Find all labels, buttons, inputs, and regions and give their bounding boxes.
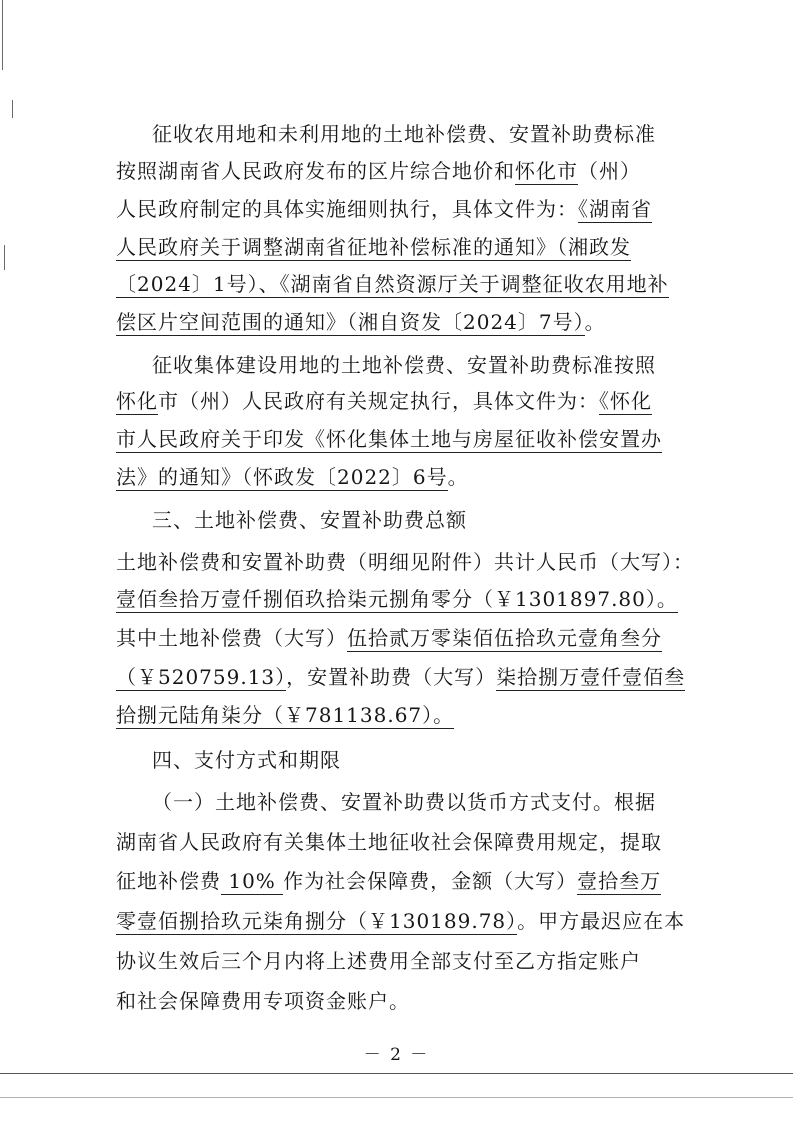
underlined-fill-in-text: 偿区片空间范围的通知》（湘自资发〔2024〕7号） <box>116 310 585 334</box>
underlined-fill-in-text: （￥520759.13） <box>116 665 287 689</box>
text-line <box>0 268 793 300</box>
text-line <box>0 385 793 417</box>
bottom-rule <box>0 1097 793 1098</box>
underlined-fill-in-text: 零壹佰捌拾玖元柒角捌分（￥130189.78） <box>116 909 518 933</box>
underlined-fill-in-text: 怀化市 <box>515 159 578 183</box>
text-line <box>0 155 793 187</box>
scan-left-edge-mark <box>2 0 3 70</box>
underlined-fill-in-text: 伍拾贰万零柒佰伍拾玖元壹角叁分 <box>347 626 662 650</box>
text-run: 征地补偿费 <box>116 869 221 893</box>
underlined-fill-in-text: 10% <box>221 869 284 893</box>
text-line <box>0 423 793 455</box>
text-run: 四、支付方式和期限 <box>152 748 341 772</box>
text-run: 人民政府制定的具体实施细则执行，具体文件为： <box>116 197 578 221</box>
text-line <box>0 546 793 578</box>
underlined-fill-in-text: 人民政府关于调整湖南省征地补偿标准的通知》（湘政发 <box>116 235 631 259</box>
underlined-fill-in-text: 法》的通知》（怀政发〔2022〕6号 <box>116 465 448 489</box>
text-run: 。 <box>447 465 469 489</box>
text-run: 征收集体建设用地的土地补偿费、安置补助费标准按照 <box>152 353 656 377</box>
text-line <box>0 461 793 493</box>
text-run: 三、土地补偿费、安置补助费总额 <box>152 508 467 532</box>
text-line <box>0 583 793 615</box>
underlined-fill-in-text: 市人民政府关于印发《怀化集体土地与房屋征收补偿安置办 <box>116 427 662 451</box>
text-run: 按照湖南省人民政府发布的区片综合地价和 <box>116 159 515 183</box>
underlined-fill-in-text: 柒拾捌万壹仟壹佰叁 <box>496 665 686 689</box>
text-run: 作为社会保障费，金额（大写） <box>283 869 578 893</box>
scan-left-edge-mark <box>12 100 13 118</box>
underlined-fill-in-text: 壹佰叁拾万壹仟捌佰玖拾柒元捌角零分（￥1301897.80）。 <box>116 587 678 611</box>
text-run: 。甲方最迟应在本 <box>517 909 686 933</box>
text-line <box>0 231 793 263</box>
text-run: 和社会保障费用专项资金账户。 <box>116 989 410 1013</box>
underlined-fill-in-text: 《怀化 <box>599 389 652 413</box>
text-run: 市（州）人民政府有关规定执行，具体文件为： <box>158 389 599 413</box>
text-run: （州） <box>578 159 641 183</box>
text-line <box>0 193 793 225</box>
text-line <box>0 786 793 818</box>
text-line <box>0 744 793 776</box>
text-run: 协议生效后三个月内将上述费用全部支付至乙方指定账户 <box>116 949 641 973</box>
bottom-rule <box>0 1073 793 1074</box>
text-line <box>0 905 793 937</box>
text-run: 湖南省人民政府有关集体土地征收社会保障费用规定，提取 <box>116 830 662 854</box>
text-run: ，安置补助费（大写） <box>286 665 497 689</box>
text-line <box>0 622 793 654</box>
underlined-fill-in-text: 拾捌元陆角柒分（￥781138.67）。 <box>116 703 455 727</box>
underlined-fill-in-text: 《湖南省 <box>578 197 652 221</box>
text-line <box>0 945 793 977</box>
text-line <box>0 699 793 731</box>
text-line <box>0 118 793 150</box>
underlined-fill-in-text: 〔2024〕1号）、《湖南省自然资源厅关于调整征收农用地补 <box>116 272 669 296</box>
text-run: 。 <box>584 310 606 334</box>
text-run: （一）土地补偿费、安置补助费以货币方式支付。根据 <box>152 790 656 814</box>
text-line <box>0 349 793 381</box>
text-line <box>0 661 793 693</box>
text-line <box>0 504 793 536</box>
underlined-fill-in-text: 怀化 <box>116 389 158 413</box>
text-line <box>0 306 793 338</box>
text-run: 其中土地补偿费（大写） <box>116 626 347 650</box>
underlined-fill-in-text: 壹拾叁万 <box>577 869 662 893</box>
text-run: 征收农用地和未利用地的土地补偿费、安置补助费标准 <box>152 122 656 146</box>
text-line <box>0 865 793 897</box>
text-run: 土地补偿费和安置补助费（明细见附件）共计人民币（大写）： <box>116 550 694 574</box>
page-number: － 2 － <box>363 1045 430 1065</box>
text-line <box>0 985 793 1017</box>
text-line <box>0 826 793 858</box>
